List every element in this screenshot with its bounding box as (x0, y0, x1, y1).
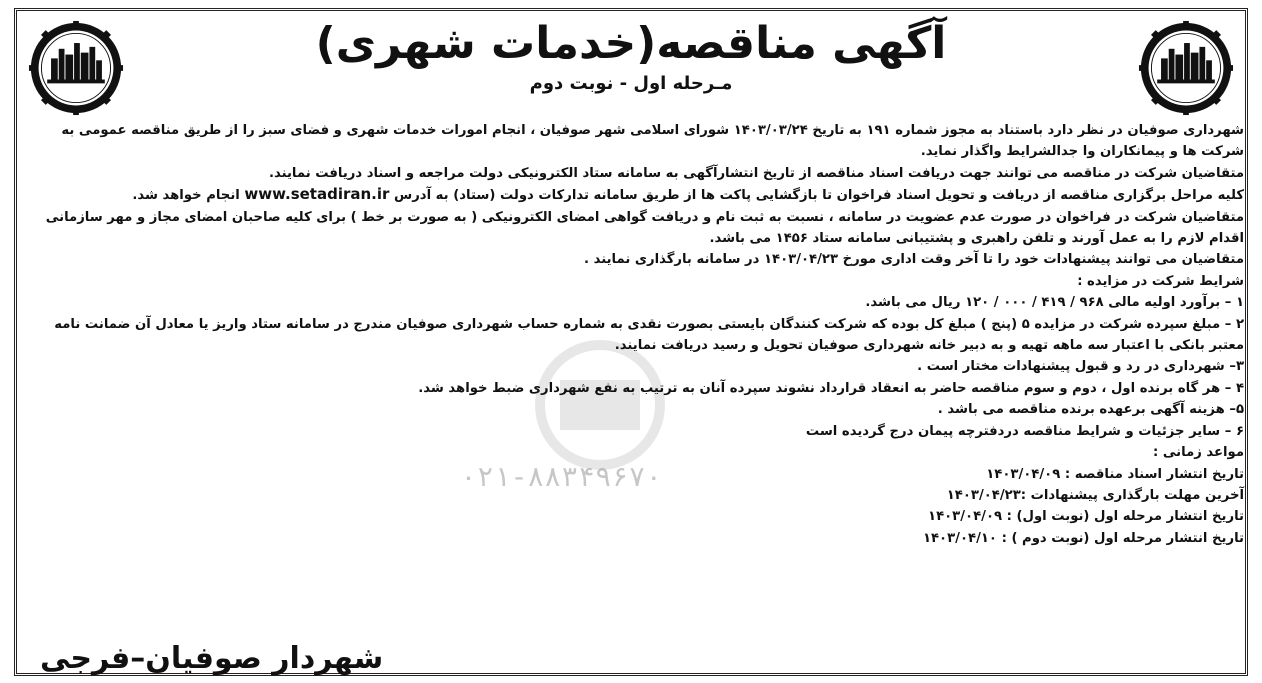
condition-item: ۵– هزینه آگهی برعهده برنده مناقصه می باشد . (937, 402, 1244, 418)
procedure-paragraph (26, 184, 1244, 206)
procedure-text: کلیه مراحل برگزاری مناقصه از دریافت و تحویل اسناد فراخوان تا بازگشایی پاکت ها از طریق سامانه تدارکات دولت (ستاد) به آدرس (394, 188, 1244, 204)
condition-item: ۳– شهرداری در رد و قبول پیشنهادات مختار است . (917, 359, 1244, 375)
procedure-text-end: انجام خواهد شد. (132, 188, 240, 204)
condition-item: ۲ – مبلغ سپرده شرکت در مزایده ۵ (پنج ) مبلغ کل بوده که شرکت کنندگان بایستی بصورت نقدی به شماره حساب شهرداری صوفیان مندرج در سامانه ستاد واریز یا معادل آن ضمانت نامه معتبر بانکی با اعتبار سه ماهه تهیه و به دبیر خانه شهرداری صوفیان تحویل و رسید دریافت نمایند. (54, 316, 1244, 354)
setadiran-link[interactable]: www.setadiran.ir (244, 185, 390, 204)
watermark-phone: ۰۲۱-۸۸۳۴۹۶۷۰ (460, 460, 663, 493)
notice-subtitle: مـرحله اول - نوبت دوم (529, 73, 733, 94)
notice-header (140, 16, 1122, 96)
registration-paragraph: متقاضیان شرکت در فراخوان در صورت عدم عضویت در سامانه ، نسبت به ثبت نام و دریافت گواهی امضای الکترونیکی ( به صورت بر خط ) برای کلیه صاحبان امضای مجاز و مهر سازمانی اقدام لازم را به عمل آورند و تلفن راهبری و پشتیبانی سامانه ستاد ۱۴۵۶ می باشد. (45, 209, 1244, 247)
date-item: تاریخ انتشار مرحله اول (نوبت دوم ) : ۱۴۰۳/۰۴/۱۰ (922, 530, 1244, 546)
deadline-paragraph: متقاضیان می توانند پیشنهادات خود را تا آخر وقت اداری مورخ ۱۴۰۳/۰۴/۲۳ در سامانه بارگذاری نمایند . (584, 252, 1244, 268)
dates-heading: مواعد زمانی : (1152, 445, 1244, 461)
condition-item: ۶ – سایر جزئیات و شرایط مناقصه دردفترچه پیمان درج گردیده است (805, 423, 1244, 439)
intro-paragraph: شهرداری صوفیان در نظر دارد باستناد به مجوز شماره ۱۹۱ به تاریخ ۱۴۰۳/۰۳/۲۴ شورای اسلامی شهر صوفیان ، انجام امورات خدمات شهری و فضای سبز را از طریق مناقصه عمومی به شرکت ها و پیمانکاران وا جدالشرایط واگذار نماید. (61, 123, 1244, 160)
condition-item: ۱ – برآورد اولیه مالی ۹۶۸ / ۴۱۹ / ۰۰۰ / ۱۲۰ ریال می باشد. (865, 295, 1244, 311)
municipality-seal-right (1138, 20, 1234, 116)
documents-paragraph: متقاضیان شرکت در مناقصه می توانند جهت دریافت اسناد مناقصه از تاریخ انتشارآگهی به سامانه ستاد الکترونیکی دولت مراجعه و اسناد دریافت نمایند. (268, 165, 1244, 181)
date-item: تاریخ انتشار اسناد مناقصه : ۱۴۰۳/۰۴/۰۹ (986, 466, 1244, 482)
municipality-seal-left (28, 20, 124, 116)
date-item: آخرین مهلت بارگذاری پیشنهادات :۱۴۰۳/۰۴/۲۳ (946, 487, 1244, 503)
mayor-signature: شهردار صوفیان–فرجی (40, 641, 384, 676)
date-item: تاریخ انتشار مرحله اول (نوبت اول) : ۱۴۰۳/۰۴/۰۹ (928, 509, 1244, 525)
notice-title: آگهی مناقصه(خدمات شهری) (315, 18, 947, 69)
notice-body (26, 120, 1244, 549)
condition-item: ۴ – هر گاه برنده اول ، دوم و سوم مناقصه حاضر به انعقاد قرارداد نشوند سپرده آنان به ترتیب به نفع شهرداری ضبط خواهد شد. (418, 380, 1244, 396)
conditions-heading: شرایط شرکت در مزایده : (1077, 273, 1244, 289)
